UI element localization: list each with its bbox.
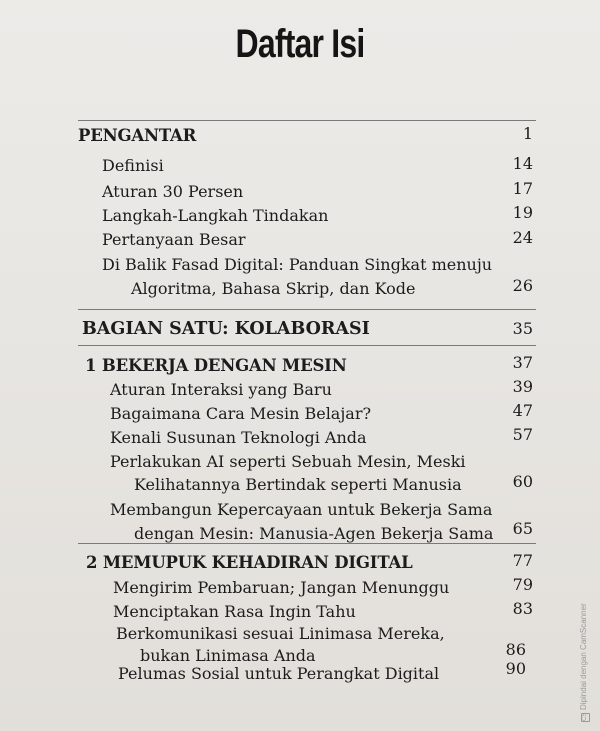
page-number: 47 bbox=[512, 401, 533, 420]
watermark-text: Dipindai dengan CamScanner bbox=[579, 603, 588, 710]
section-divider bbox=[78, 309, 536, 310]
section-divider bbox=[78, 543, 536, 544]
scanner-watermark bbox=[579, 603, 590, 722]
section-divider bbox=[78, 120, 536, 121]
page-number: 19 bbox=[512, 203, 533, 222]
chapter-heading-1: 1 BEKERJA DENGAN MESIN bbox=[85, 356, 347, 375]
toc-entry: Aturan Interaksi yang Baru bbox=[110, 380, 332, 399]
toc-entry: Di Balik Fasad Digital: Panduan Singkat menuju bbox=[102, 255, 493, 274]
toc-entry-continued: dengan Mesin: Manusia-Agen Bekerja Sama bbox=[134, 524, 494, 543]
page-number: 86 bbox=[505, 640, 526, 659]
camscanner-icon: CS bbox=[582, 712, 588, 721]
page-number: 83 bbox=[512, 599, 533, 618]
page-number: 90 bbox=[505, 659, 526, 678]
page-number: 39 bbox=[512, 377, 533, 396]
page-title: Daftar Isi bbox=[235, 22, 365, 66]
toc-entry: Bagaimana Cara Mesin Belajar? bbox=[110, 404, 372, 423]
section-divider bbox=[78, 345, 536, 346]
section-heading-pengantar: PENGANTAR bbox=[78, 126, 197, 145]
toc-entry-continued: bukan Linimasa Anda bbox=[140, 646, 316, 665]
page-number: 35 bbox=[512, 319, 533, 338]
toc-entry: Menciptakan Rasa Ingin Tahu bbox=[113, 602, 356, 621]
page-number: 65 bbox=[512, 519, 533, 538]
page-number: 37 bbox=[512, 353, 533, 372]
toc-entry-continued: Algoritma, Bahasa Skrip, dan Kode bbox=[131, 279, 416, 298]
toc-entry: Pelumas Sosial untuk Perangkat Digital bbox=[118, 664, 440, 683]
toc-entry: Aturan 30 Persen bbox=[102, 182, 244, 201]
page-number: 57 bbox=[512, 425, 533, 444]
page-number: 1 bbox=[522, 124, 533, 143]
toc-entry: Berkomunikasi sesuai Linimasa Mereka, bbox=[116, 624, 445, 643]
page-number: 14 bbox=[512, 154, 533, 173]
page-number: 17 bbox=[512, 179, 533, 198]
toc-entry: Kenali Susunan Teknologi Anda bbox=[110, 428, 367, 447]
part-heading: BAGIAN SATU: KOLABORASI bbox=[82, 319, 370, 339]
toc-entry: Pertanyaan Besar bbox=[102, 230, 246, 249]
toc-entry: Langkah-Langkah Tindakan bbox=[102, 206, 329, 225]
toc-entry: Perlakukan AI seperti Sebuah Mesin, Meski bbox=[110, 452, 466, 471]
page-number: 60 bbox=[512, 472, 533, 491]
page-number: 77 bbox=[512, 551, 533, 570]
chapter-heading-2: 2 MEMUPUK KEHADIRAN DIGITAL bbox=[86, 553, 413, 572]
page-number: 79 bbox=[512, 575, 533, 594]
toc-entry-continued: Kelihatannya Bertindak seperti Manusia bbox=[134, 475, 462, 494]
page-number: 26 bbox=[512, 276, 533, 295]
toc-entry: Membangun Kepercayaan untuk Bekerja Sama bbox=[110, 500, 493, 519]
toc-entry: Definisi bbox=[102, 156, 164, 175]
toc-entry: Mengirim Pembaruan; Jangan Menunggu bbox=[113, 578, 450, 597]
page-number: 24 bbox=[512, 228, 533, 247]
